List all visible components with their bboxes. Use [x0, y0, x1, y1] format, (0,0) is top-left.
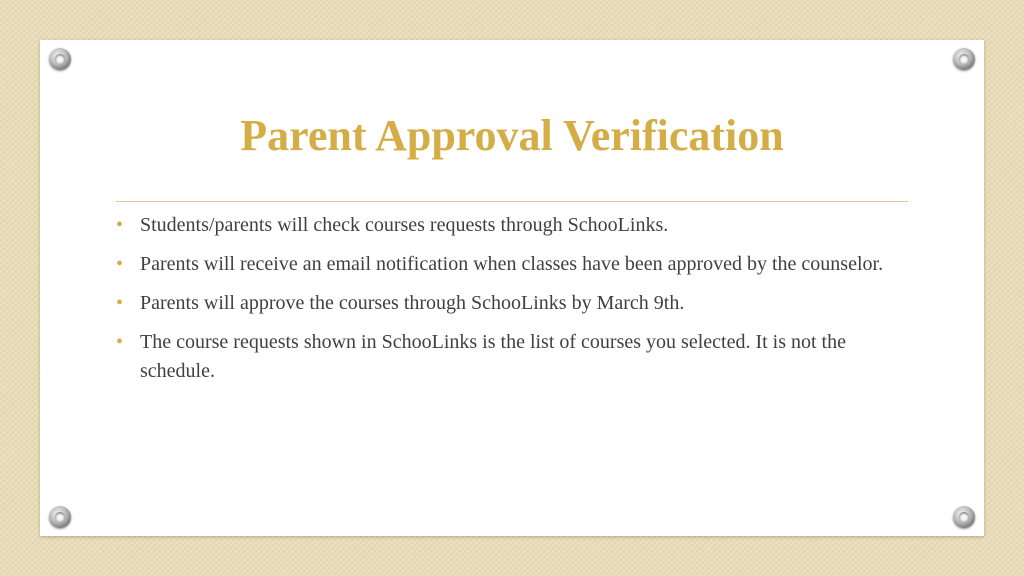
bullet-item-2 [116, 250, 916, 279]
bullet-dot-icon: • [116, 214, 124, 236]
bullet-dot-icon: • [116, 331, 124, 353]
bullet-text: Parents will receive an email notification when classes have been approved by the counselor. [140, 253, 884, 275]
bullet-dot-icon: • [116, 253, 124, 275]
bullet-item-1 [116, 211, 916, 240]
bullet-dot-icon: • [116, 292, 124, 314]
bullet-text: Students/parents will check courses requests through SchooLinks. [140, 214, 669, 236]
bullet-list [116, 208, 916, 396]
bullet-item-4 [116, 328, 916, 386]
bullet-text: Parents will approve the courses through SchooLinks by March 9th. [140, 292, 685, 314]
slide-title: Parent Approval Verification [240, 111, 784, 160]
bullet-item-3 [116, 289, 916, 318]
grommet-bottom-left-icon [49, 506, 71, 528]
grommet-top-right-icon [953, 48, 975, 70]
title-divider [116, 201, 908, 202]
bullet-text: The course requests shown in SchooLinks is the list of courses you selected. It is not the schedule. [140, 331, 846, 382]
grommet-bottom-right-icon [953, 506, 975, 528]
slide-card [40, 40, 984, 536]
grommet-top-left-icon [49, 48, 71, 70]
